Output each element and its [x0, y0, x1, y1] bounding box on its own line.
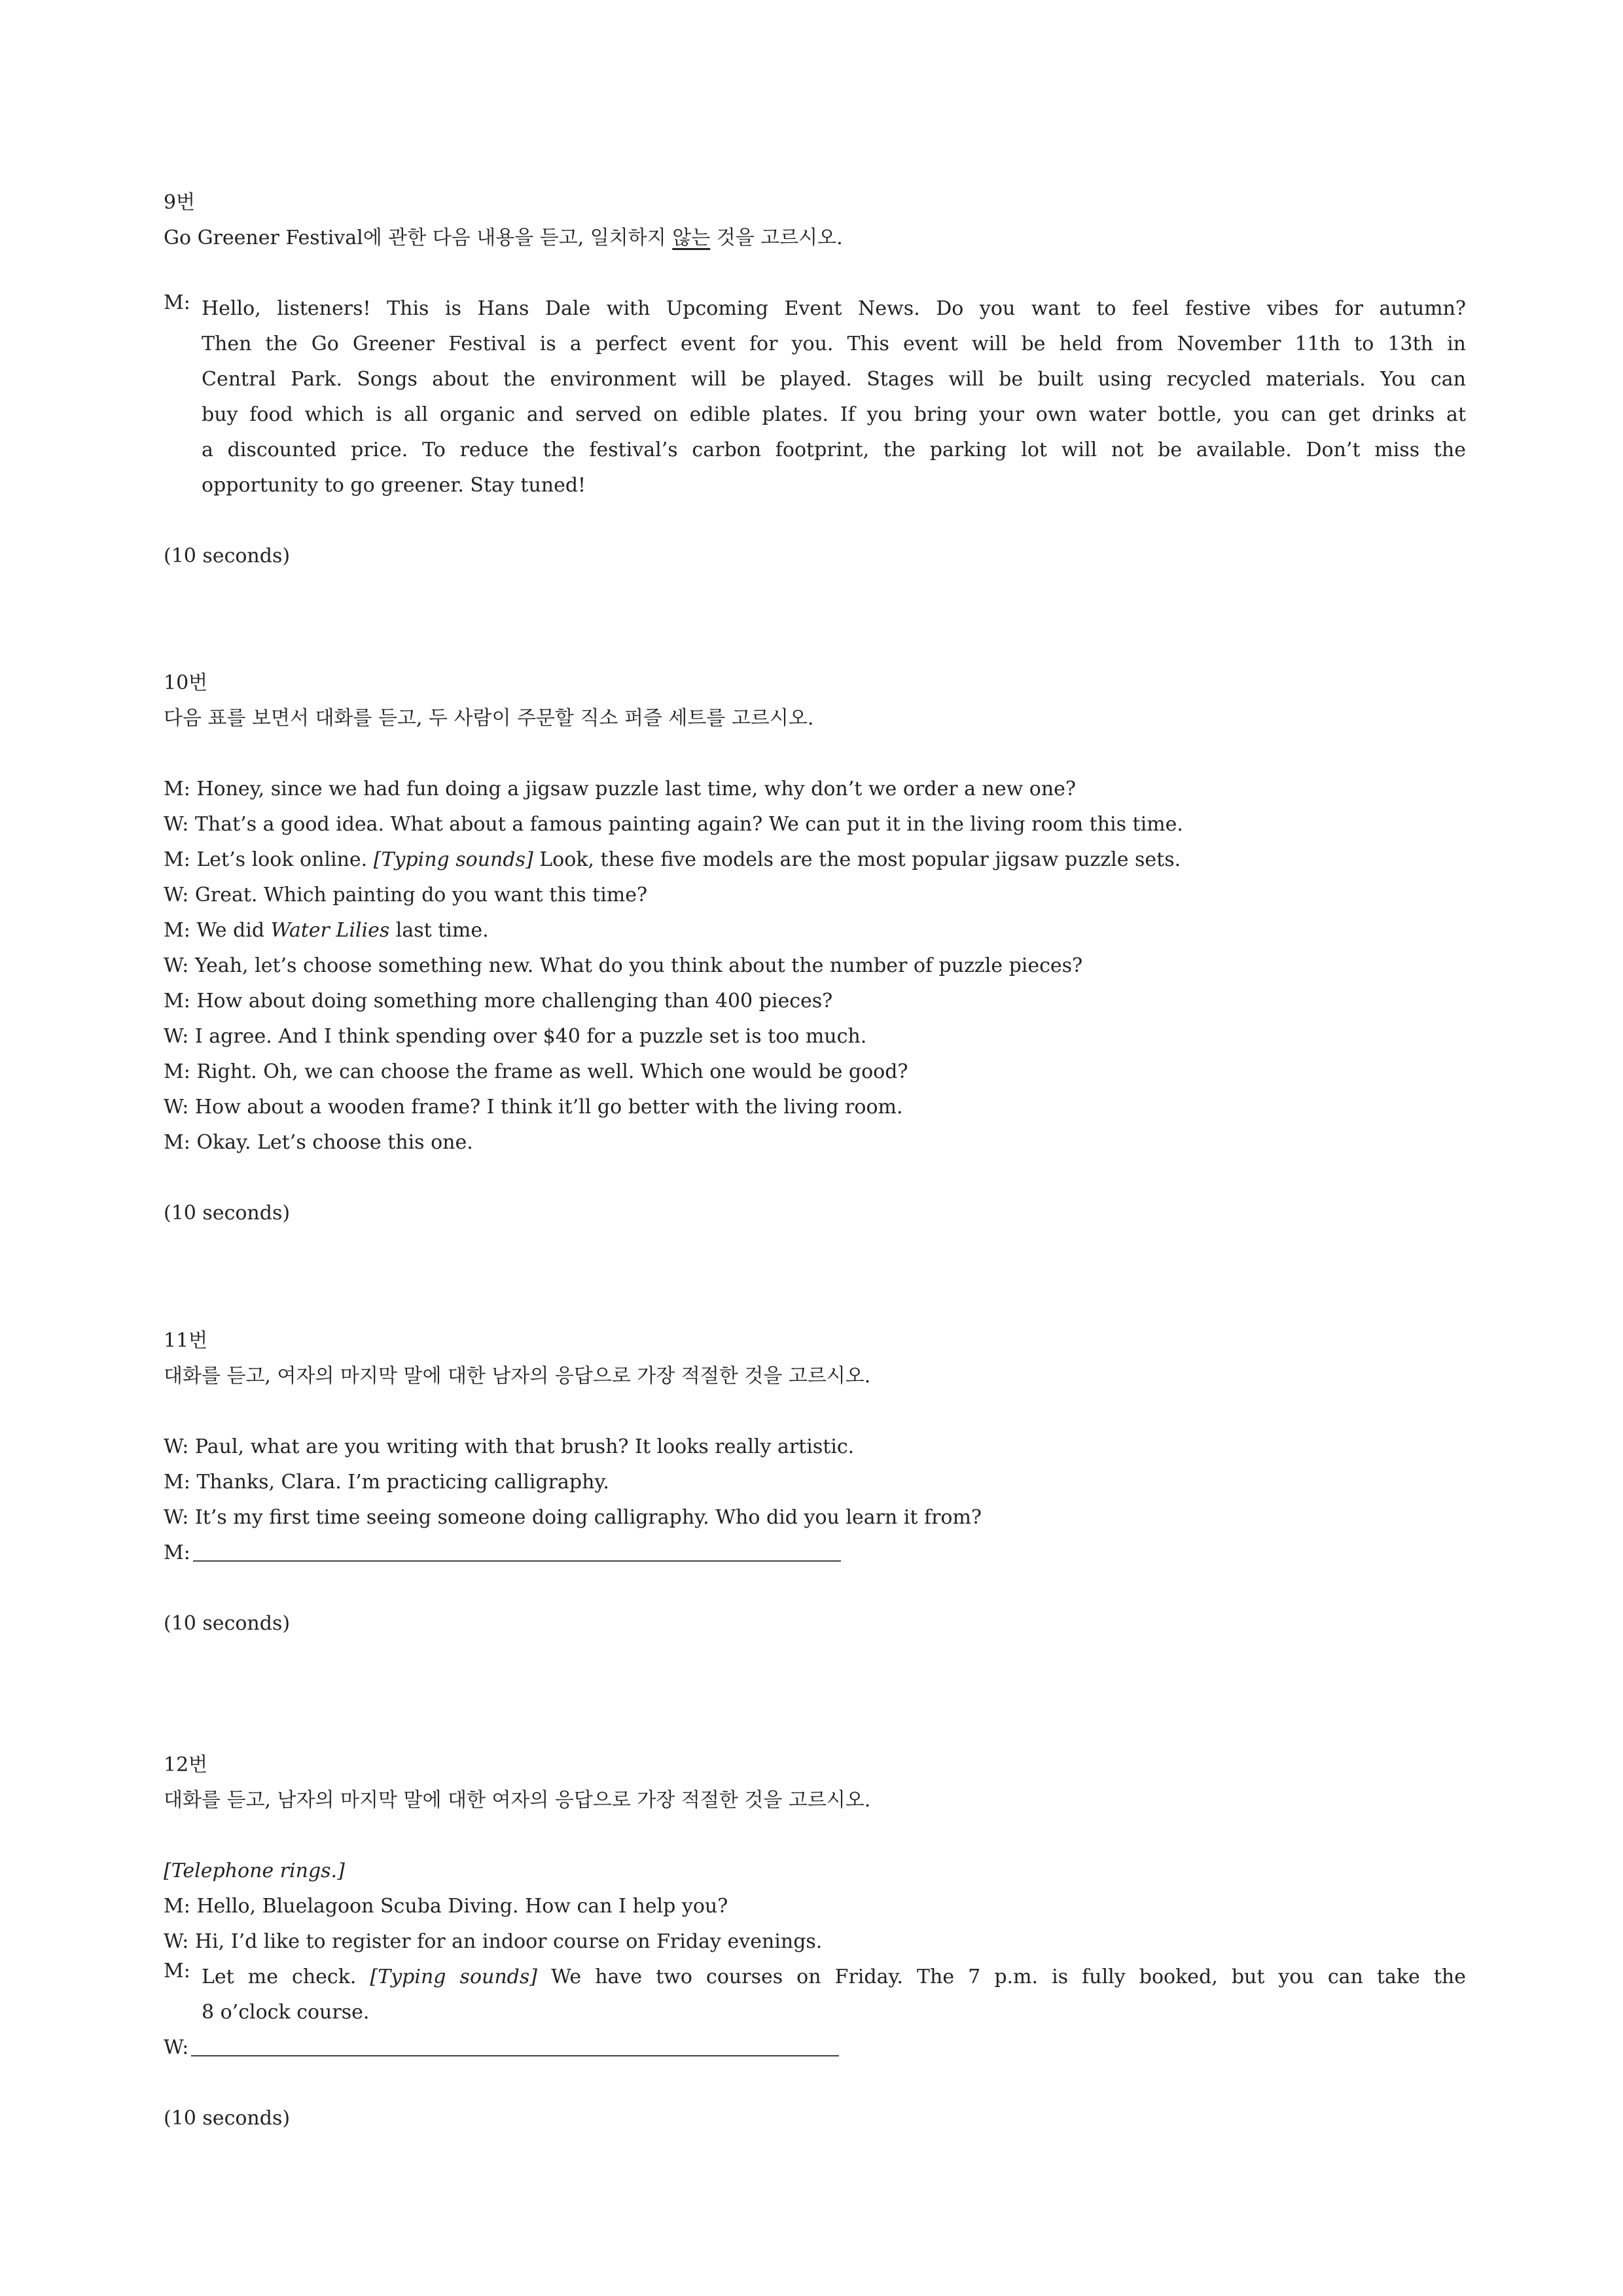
dialogue-line: M: How about doing something more challenging than 400 pieces? [164, 990, 833, 1013]
dialogue-line: W: It’s my first time seeing someone doing calligraphy. Who did you learn it from? [164, 1506, 982, 1529]
question-prompt: 다음 표를 보면서 대화를 듣고, 두 사람이 주문할 직소 퍼즐 세트를 고르시오. [164, 707, 814, 730]
dialogue-line: W: That’s a good idea. What about a famous painting again? We can put it in the living room this time. [164, 813, 1183, 836]
monologue-text: Hello, listeners! This is Hans Dale with Upcoming Event News. Do you want to feel festive vibes for autumn? Then the Go Greener Festival is a perfect event for you. This event will be held from November 11th to 13th in Central Park. Songs about the environment will be played. Stages will be built using recycled materials. You can buy food which is all organic and served on edible plates. If you bring your own water bottle, you can get drinks at a discounted price. To reduce the festival’s carbon footprint, the parking lot will not be available. Don’t miss the opportunity to go greener. Stay tuned! [202, 297, 1466, 497]
question-10 [164, 666, 1466, 1231]
answer-blank [193, 1560, 841, 1562]
sound-cue: [Typing sounds] [370, 1965, 537, 1988]
question-number: 9번 [164, 191, 196, 214]
dialogue-line: M: Thanks, Clara. I’m practicing calligraphy. [164, 1471, 609, 1494]
monologue [164, 291, 1466, 503]
pause-note: (10 seconds) [164, 545, 291, 567]
dialogue-line: W: I agree. And I think spending over $40 for a puzzle set is too much. [164, 1025, 867, 1048]
pause-note: (10 seconds) [164, 2107, 291, 2130]
dialogue-line: W: Hi, I’d like to register for an indoor course on Friday evenings. [164, 1930, 823, 1953]
sound-cue: [Telephone rings.] [164, 1859, 345, 1882]
question-prompt: Go Greener Festival에 관한 다음 내용을 듣고, 일치하지 않는 것을 고르시오. [164, 226, 843, 249]
answer-blank [191, 2054, 839, 2056]
question-12 [164, 1748, 1466, 2136]
dialogue-line: M: Honey, since we had fun doing a jigsaw puzzle last time, why don’t we order a new one? [164, 778, 1077, 800]
answer-blank-line: M: [164, 1535, 1466, 1571]
dialogue-line: W: How about a wooden frame? I think it’ll go better with the living room. [164, 1096, 903, 1119]
dialogue-line: W: Great. Which painting do you want this time? [164, 884, 648, 906]
answer-blank-line: W: [164, 2030, 1466, 2066]
sound-cue: [Typing sounds] [373, 848, 533, 871]
question-11 [164, 1323, 1466, 1641]
dialogue-line: M: Right. Oh, we can choose the frame as well. Which one would be good? [164, 1060, 908, 1083]
question-prompt: 대화를 듣고, 남자의 마지막 말에 대한 여자의 응답으로 가장 적절한 것을 고르시오. [164, 1789, 871, 1812]
dialogue-line: M: Let me check. [Typing sounds] We have two courses on Friday. The 7 p.m. is fully booked, but you can take the 8 o’clock course. [164, 1960, 1466, 2024]
painting-title: Water Lilies [270, 919, 390, 942]
question-number: 10번 [164, 672, 208, 694]
pause-note: (10 seconds) [164, 1202, 291, 1225]
question-9 [164, 185, 1466, 574]
dialogue-line: M: We did Water Lilies last time. [164, 919, 489, 942]
question-number: 12번 [164, 1753, 208, 1776]
underlined-word: 않는 [672, 226, 711, 249]
dialogue-line: W: Yeah, let’s choose something new. What do you think about the number of puzzle pieces? [164, 954, 1083, 977]
pause-note: (10 seconds) [164, 1612, 291, 1635]
question-prompt: 대화를 듣고, 여자의 마지막 말에 대한 남자의 응답으로 가장 적절한 것을 고르시오. [164, 1365, 871, 1388]
question-number: 11번 [164, 1329, 208, 1352]
dialogue-line: M: Let’s look online. [Typing sounds] Look, these five models are the most popular jigsaw puzzle sets. [164, 848, 1181, 871]
dialogue-line: M: Hello, Bluelagoon Scuba Diving. How can I help you? [164, 1895, 728, 1918]
dialogue-line: W: Paul, what are you writing with that brush? It looks really artistic. [164, 1435, 855, 1458]
speaker-label: M: [164, 291, 190, 314]
dialogue-line: M: Okay. Let’s choose this one. [164, 1131, 473, 1154]
